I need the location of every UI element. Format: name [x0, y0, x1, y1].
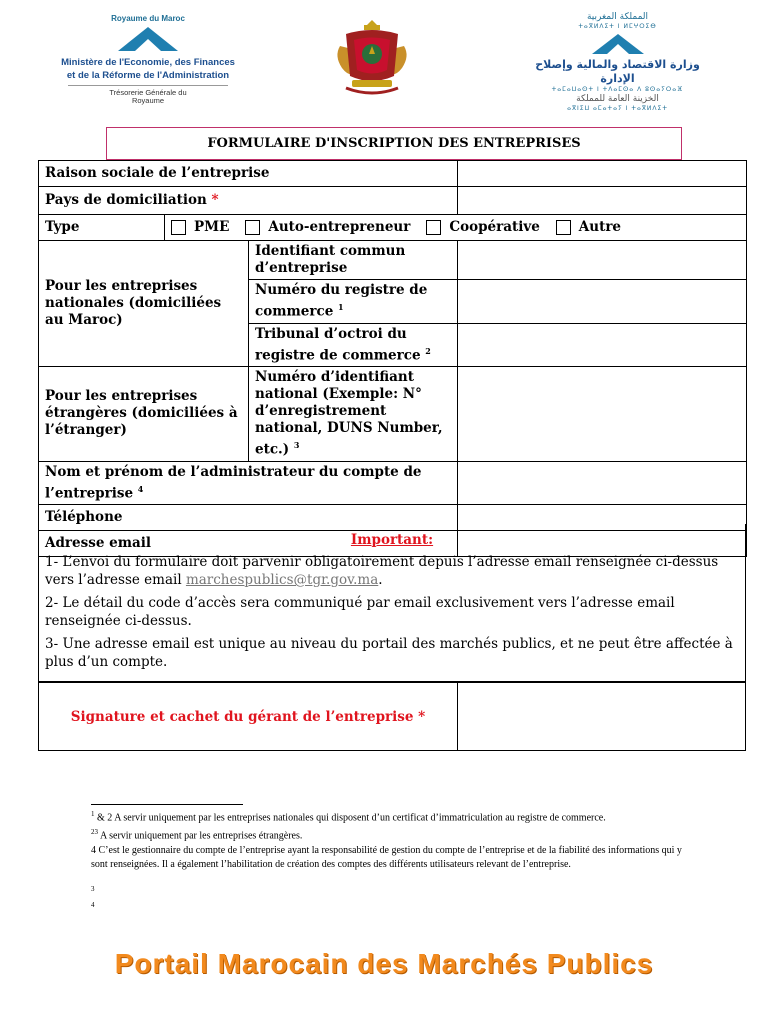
signature-label: Signature et cachet du gérant de l’entreprise * — [39, 683, 458, 750]
royal-coat-of-arms-icon — [332, 16, 412, 100]
label-entreprises-nationales: Pour les entreprises nationales (domiciliées au Maroc) — [39, 241, 249, 367]
tifinagh-treasury-text: ⴰⴳⵏⵉⵡ ⴰⵎⴰⵜⴰⵢ ⵏ ⵜⴰⴳⵍⴷⵉⵜ — [567, 105, 668, 112]
input-tribunal[interactable] — [458, 323, 747, 367]
label-pays-domiciliation: Pays de domiciliation * — [39, 187, 458, 215]
signature-field[interactable] — [458, 683, 745, 750]
ministry-logo-arabic — [525, 12, 710, 112]
label-administrateur: Nom et prénom de l’administrateur du compte de l’entreprise $^4$ — [39, 461, 458, 505]
footnote-1: $^1$ & 2 A servir uniquement par les entreprises nationales qui disposent d’un certificat d’immatriculation au registre de commerce. — [91, 810, 606, 824]
label-identifiant-national: Numéro d’identifiant national (Exemple: N° d’enregistrement national, DUNS Number, etc.) $^3$ — [249, 367, 458, 462]
registration-form — [38, 160, 746, 557]
checkbox-autre[interactable] — [556, 220, 571, 235]
signature-row — [38, 682, 746, 751]
type-options — [165, 215, 747, 241]
footnote-ref-4: 4 — [91, 900, 95, 909]
label-entreprises-etrangeres: Pour les entreprises étrangères (domiciliées à l’étranger) — [39, 367, 249, 462]
email-link[interactable]: marchespublics@tgr.gov.ma — [185, 572, 379, 588]
important-item-3: 3- Une adresse email est unique au niveau du portail des marchés publics, et ne peut être affectée à plus d’un compte. — [45, 636, 733, 670]
tifinagh-kingdom-text: ⵜⴰⴳⵍⴷⵉⵜ ⵏ ⵍⵎⵖⵔⵉⴱ — [578, 23, 657, 30]
ministry-line-2: et de la Réforme de l'Administration — [66, 70, 230, 81]
checkbox-pme[interactable] — [171, 220, 186, 235]
mountain-logo-icon — [588, 32, 648, 54]
checkbox-auto-entrepreneur[interactable] — [245, 220, 260, 235]
input-identifiant-national[interactable] — [458, 367, 747, 462]
footnote-divider — [91, 804, 243, 805]
arabic-ministry-text: وزارة الاقتصاد والمالية وإصلاح الإدارة — [535, 58, 700, 85]
label-raison-sociale: Raison sociale de l’entreprise — [39, 161, 458, 187]
logo-divider — [68, 85, 228, 86]
important-title: Important: — [350, 532, 434, 548]
type-option-auto-entrepreneur[interactable]: Auto-entrepreneur — [245, 219, 410, 236]
important-item-2: 2- Le détail du code d’accès sera communiqué par email exclusivement vers l’adresse email renseignée ci-dessus. — [45, 595, 675, 629]
ministry-line-1: Ministère de l'Economie, des Finances — [61, 57, 235, 68]
label-type: Type — [39, 215, 165, 241]
mountain-logo-icon — [113, 25, 183, 51]
input-pays-domiciliation[interactable] — [458, 187, 747, 215]
tifinagh-ministry-text: ⵜⴰⵎⴰⵡⴰⵙⵜ ⵏ ⵜⴷⴰⵎⵙⴰ ⴷ ⵓⵙⴰⵢⵔⴰⴼ — [551, 86, 684, 93]
tresorerie-line-2: Royaume — [131, 96, 165, 105]
input-raison-sociale[interactable] — [458, 161, 747, 187]
checkbox-cooperative[interactable] — [426, 220, 441, 235]
portal-banner: Portail Marocain des Marchés Publics — [114, 948, 654, 979]
ministry-logo — [58, 14, 238, 110]
footnotes — [91, 807, 701, 912]
label-tribunal: Tribunal d’octroi du registre de commerce $^2$ — [249, 323, 458, 367]
input-numero-registre[interactable] — [458, 280, 747, 324]
type-option-pme[interactable]: PME — [171, 219, 229, 236]
important-item-1: 1- L’envoi du formulaire doit parvenir obligatoirement depuis l’adresse email renseignée ci-dessus vers l’adresse email marchespublics@tgr.gov.ma. — [45, 554, 719, 588]
logo-kingdom-text: Royaume du Maroc — [111, 14, 185, 23]
arabic-treasury-text: الخزينة العامة للمملكة — [576, 94, 659, 104]
important-notice — [38, 524, 746, 682]
type-option-autre[interactable]: Autre — [556, 219, 621, 236]
input-identifiant-commun[interactable] — [458, 241, 747, 280]
tresorerie-line-1: Trésorerie Générale du — [109, 88, 187, 97]
label-telephone: Téléphone — [39, 505, 458, 531]
footnote-ref-3: 3 — [91, 884, 95, 893]
footnote-2: $^{23}$ A servir uniquement par les entreprises étrangères. — [91, 828, 303, 842]
type-option-cooperative[interactable]: Coopérative — [426, 219, 539, 236]
label-identifiant-commun: Identifiant commun d’entreprise — [249, 241, 458, 280]
label-adresse-email: Adresse email — [39, 531, 458, 557]
footnote-3: 4 C’est le gestionnaire du compte de l’entreprise ayant la responsabilité de gestion du compte de l’entreprise et de la fiabilité des informations qui y sont renseignées. Il a également l’habilitation de création des comptes des différents utilisateurs relevant de l’entreprise. — [91, 844, 682, 870]
input-administrateur[interactable] — [458, 461, 747, 505]
form-title: FORMULAIRE D'INSCRIPTION DES ENTREPRISES — [106, 127, 682, 160]
required-mark: * — [211, 192, 219, 208]
arabic-kingdom-text: المملكة المغربية — [586, 12, 649, 22]
label-numero-registre: Numéro du registre de commerce $^1$ — [249, 280, 458, 324]
